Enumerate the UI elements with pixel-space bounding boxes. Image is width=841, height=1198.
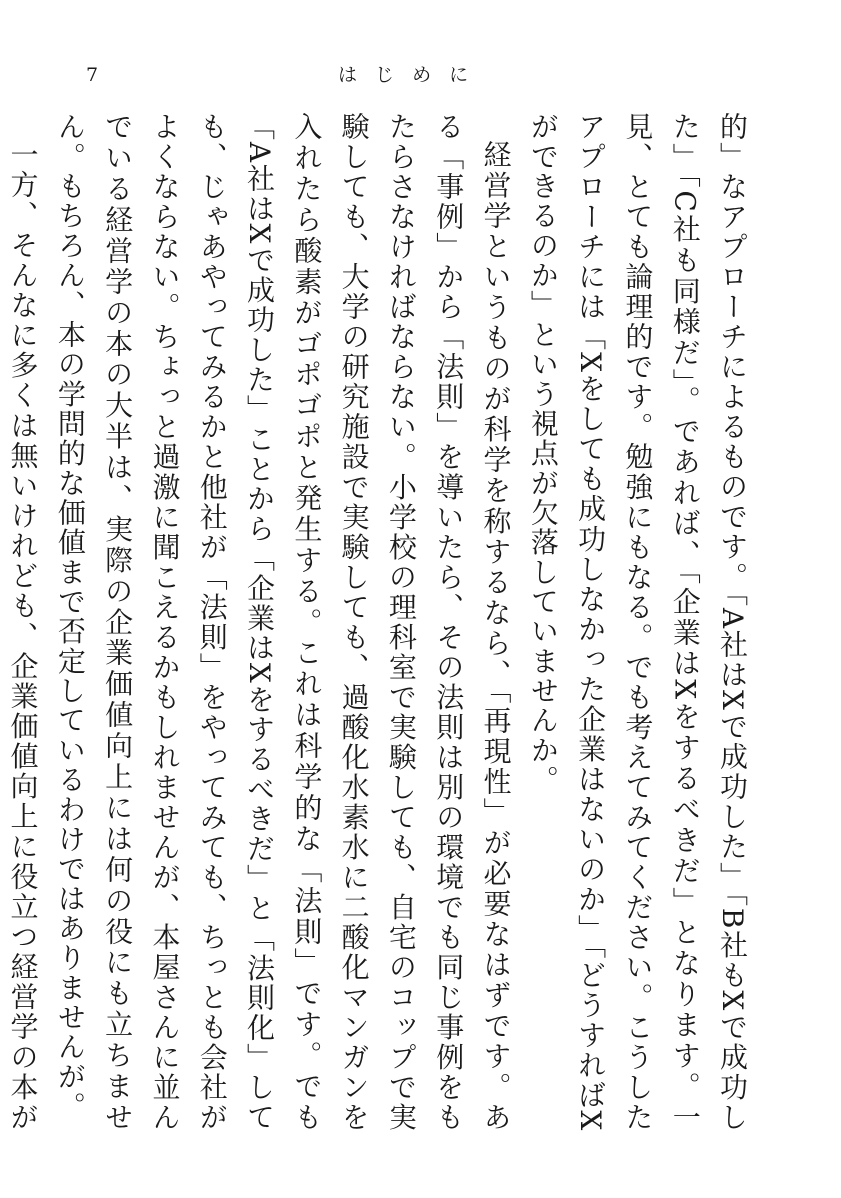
vertical-text-body	[6, 112, 756, 1132]
paragraph-3: 一方、そんなに多くは無いけれども、企業価値向上に役立つ経営学の本が	[6, 140, 40, 1132]
running-head: はじめに	[338, 64, 487, 86]
paragraph-1: 的」なアプローチによるものです。「A社はXで成功した」「B社もXで成功した」「C社も同様だ」。であれば、「企業はXをするべきだ」となります。一見、とても論理的です。勉強にもなる。でも考えてみてください。こうしたアプローチには「Xをしても成功しなかった企業はないのか」「どうすればXができるのか」という視点が欠落していませんか。	[526, 112, 749, 1132]
page-number: 7	[86, 64, 99, 86]
paragraph-2: 経営学というものが科学を称するなら、「再現性」が必要なはずです。ある「事例」から「法則」を導いたら、その法則は別の環境でも同じ事例をもたらさなければならない。小学校の理科室で実験しても、自宅のコップで実験しても、大学の研究施設で実験しても、過酸化水素水に二酸化マンガンを入れたら酸素がゴポゴポと発生する。これは科学的な「法則」です。でも「A社はXで成功した」ことから「企業はXをするべきだ」と「法則化」しても、じゃあやってみるかと他社が「法則」をやってみても、ちっとも会社がよくならない。ちょっと過激に聞こえるかもしれませんが、本屋さんに並んでいる経営学の本の大半は、実際の企業価値向上には何の役にも立ちません。もちろん、本の学問的な価値まで否定しているわけではありませんが。	[53, 112, 513, 1132]
